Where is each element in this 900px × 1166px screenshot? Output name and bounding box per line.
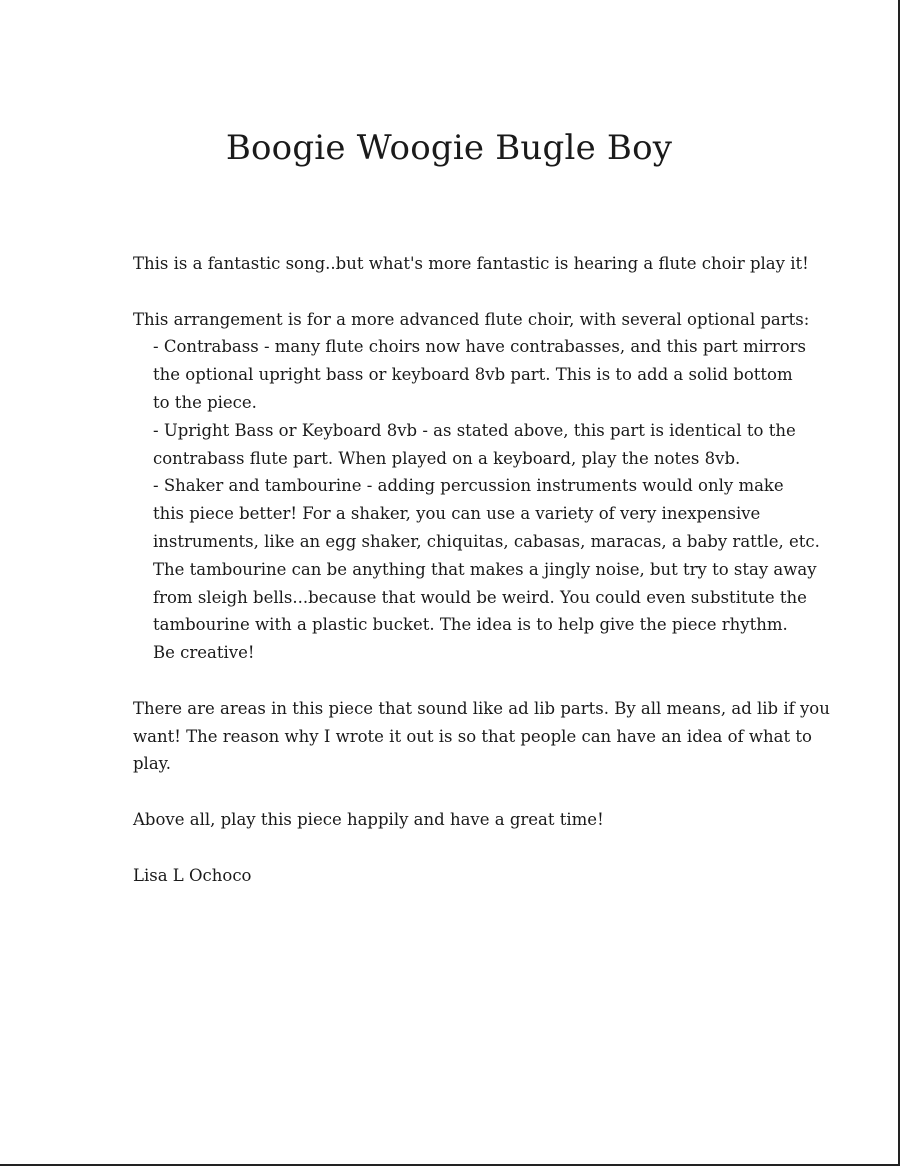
adlib-line: play. [133,754,172,774]
arrangement-heading: This arrangement is for a more advanced flute choir, with several optional parts: [133,309,810,329]
closing-paragraph: Above all, play this piece happily and have a great time! [133,809,604,829]
adlib-paragraph [133,695,830,778]
part-line: Be creative! [153,643,255,663]
adlib-line: want! The reason why I wrote it out is so that people can have an idea of what to [133,726,812,746]
paragraph-spacer [133,778,773,806]
part-line: tambourine with a plastic bucket. The idea is to help give the piece rhythm. [153,615,788,635]
part-line: - Contrabass - many flute choirs now have contrabasses, and this part mirrors [153,337,806,357]
part-contrabass [133,333,806,416]
signature: Lisa L Ochoco [133,865,252,885]
adlib-line: There are areas in this piece that sound like ad lib parts. By all means, ad lib if you [133,698,830,718]
part-line: from sleigh bells...because that would be weird. You could even substitute the [153,587,807,607]
part-line: this piece better! For a shaker, you can use a variety of very inexpensive [153,504,761,524]
part-line: The tambourine can be anything that makes a jingly noise, but try to stay away [153,559,817,579]
part-line: the optional upright bass or keyboard 8vb part. This is to add a solid bottom [153,365,793,385]
paragraph-spacer [133,278,773,306]
part-upright-bass [133,417,796,473]
part-line: to the piece. [153,392,257,412]
document-title: Boogie Woogie Bugle Boy [225,128,673,168]
part-line: - Shaker and tambourine - adding percussion instruments would only make [153,476,784,496]
part-line: - Upright Bass or Keyboard 8vb - as stated above, this part is identical to the [153,420,796,440]
paragraph-spacer [133,834,773,862]
paragraph-spacer [133,667,773,695]
part-line: instruments, like an egg shaker, chiquitas, cabasas, maracas, a baby rattle, etc. [153,531,820,551]
part-shaker-tambourine [133,472,820,667]
document-body [133,250,830,889]
intro-paragraph: This is a fantastic song..but what's more fantastic is hearing a flute choir play it! [133,254,809,273]
part-line: contrabass flute part. When played on a keyboard, play the notes 8vb. [153,448,741,468]
